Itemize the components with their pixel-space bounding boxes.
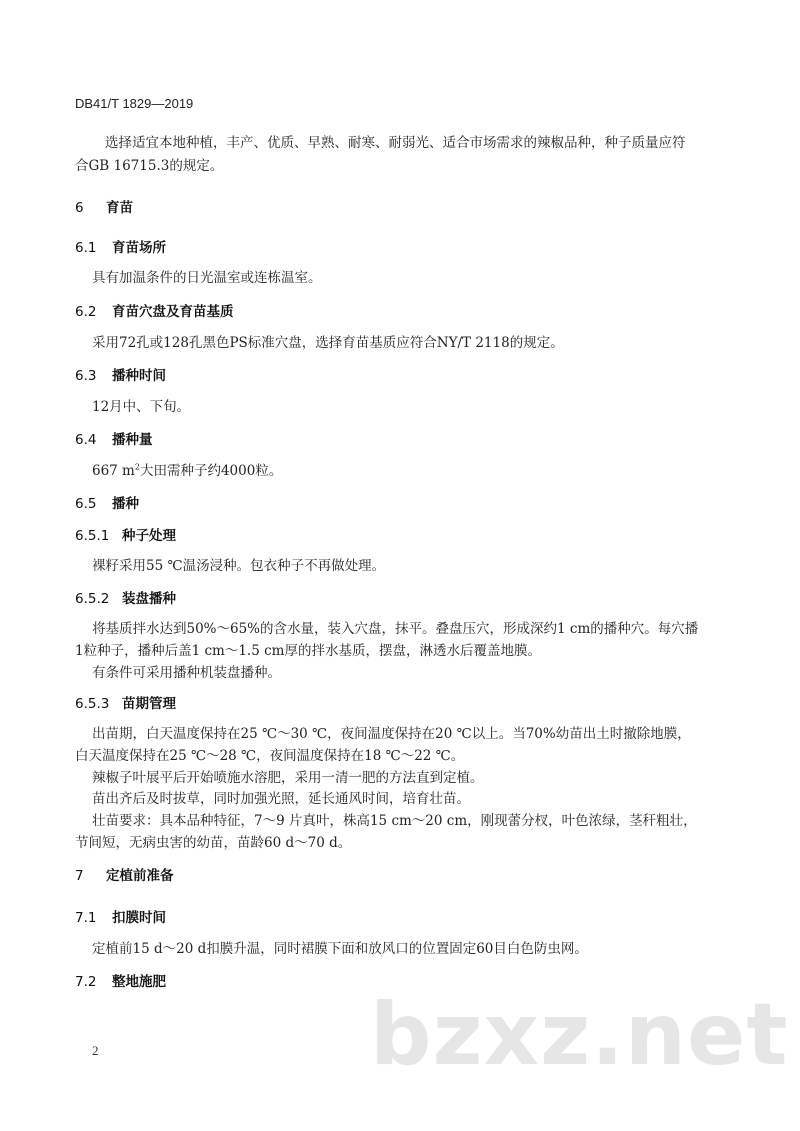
section-number: 7.2 [75, 974, 97, 990]
watermark: bzxz.net [370, 985, 789, 1085]
section-6-5-3-line-2: 白天温度保持在25 ℃～28 ℃，夜间温度保持在18 ℃～22 ℃。 [75, 748, 465, 764]
section-number: 7.1 [75, 910, 97, 926]
section-title: 种子处理 [122, 528, 176, 544]
section-number: 7 [75, 868, 84, 884]
section-number: 6.2 [75, 304, 97, 320]
section-title: 扣膜时间 [112, 910, 166, 926]
section-title: 育苗 [106, 200, 133, 216]
section-6-2-heading [75, 300, 234, 320]
section-number: 6 [75, 200, 84, 216]
section-title: 播种时间 [112, 368, 166, 384]
section-number: 6.5.1 [75, 528, 110, 544]
area-unit-superscript: 2 [134, 462, 140, 472]
section-6-5-2-line-2: 1粒种子，播种后盖1 cm～1.5 cm厚的拌水基质，摆盘，淋透水后覆盖地膜。 [75, 643, 541, 659]
section-7-1-heading [75, 906, 166, 926]
section-6-4-text [92, 459, 282, 479]
page-number: 2 [92, 1043, 99, 1058]
section-6-3-heading [75, 364, 166, 384]
section-6-5-2-line-1: 将基质拌水达到50%～65%的含水量，装入穴盘，抹平。叠盘压穴，形成深约1 cm的播种穴。每穴播 [92, 621, 699, 637]
section-6-3-text: 12月中、下旬。 [92, 399, 191, 415]
seed-amount-rest: 大田需种子约4000粒。 [139, 463, 283, 479]
section-6-5-3-line-6: 节间短，无病虫害的幼苗，苗龄60 d～70 d。 [75, 835, 352, 851]
section-6-heading [75, 196, 133, 216]
section-6-2-text: 采用72孔或128孔黑色PS标准穴盘，选择育苗基质应符合NY/T 2118的规定。 [92, 335, 564, 351]
section-title: 苗期管理 [122, 696, 176, 712]
section-number: 6.5.2 [75, 591, 110, 607]
section-6-5-3-line-3: 辣椒子叶展平后开始喷施水溶肥，采用一清一肥的方法直到定植。 [92, 770, 484, 786]
section-6-5-1-text: 裸籽采用55 ℃温汤浸种。包衣种子不再做处理。 [92, 558, 386, 574]
intro-line-2: 合GB 16715.3的规定。 [75, 158, 224, 174]
section-title: 播种量 [112, 432, 153, 448]
intro-line-1: 选择适宜本地种植，丰产、优质、早熟、耐寒、耐弱光、适合市场需求的辣椒品种，种子质量应符 [105, 135, 686, 151]
section-6-5-3-line-1: 出苗期，白天温度保持在25 ℃～30 ℃，夜间温度保持在20 ℃以上。当70%幼苗出土时撤除地膜， [92, 726, 691, 742]
section-6-1-heading [75, 236, 166, 256]
section-number: 6.1 [75, 240, 97, 256]
document-id-header: DB41/T 1829—2019 [75, 96, 194, 111]
section-title: 定植前准备 [106, 868, 174, 884]
section-6-5-3-heading [75, 692, 176, 712]
section-title: 育苗场所 [112, 240, 166, 256]
section-7-2-heading [75, 970, 166, 990]
section-6-5-1-heading [75, 524, 176, 544]
section-number: 6.5 [75, 496, 97, 512]
section-6-1-text: 具有加温条件的日光温室或连栋温室。 [92, 270, 322, 286]
section-number: 6.4 [75, 432, 97, 448]
section-title: 整地施肥 [112, 974, 166, 990]
section-6-5-heading [75, 492, 139, 512]
section-6-5-3-line-5: 壮苗要求：具本品种特征，7～9 片真叶，株高15 cm～20 cm，刚现蕾分杈，叶色浓绿，茎秆粗壮， [92, 813, 697, 829]
section-6-5-3-line-4: 苗出齐后及时拔草，同时加强光照，延长通风时间，培育壮苗。 [92, 791, 470, 807]
section-number: 6.3 [75, 368, 97, 384]
section-number: 6.5.3 [75, 696, 110, 712]
section-6-5-2-line-3: 有条件可采用播种机装盘播种。 [92, 665, 281, 681]
section-7-1-text: 定植前15 d～20 d扣膜升温，同时裙膜下面和放风口的位置固定60目白色防虫网。 [92, 941, 588, 957]
section-title: 装盘播种 [122, 591, 176, 607]
section-title: 播种 [112, 496, 139, 512]
seed-amount-area: 667 m [92, 463, 135, 479]
section-title: 育苗穴盘及育苗基质 [112, 304, 234, 320]
section-7-heading [75, 864, 174, 884]
section-6-5-2-heading [75, 587, 176, 607]
section-6-4-heading [75, 428, 153, 448]
